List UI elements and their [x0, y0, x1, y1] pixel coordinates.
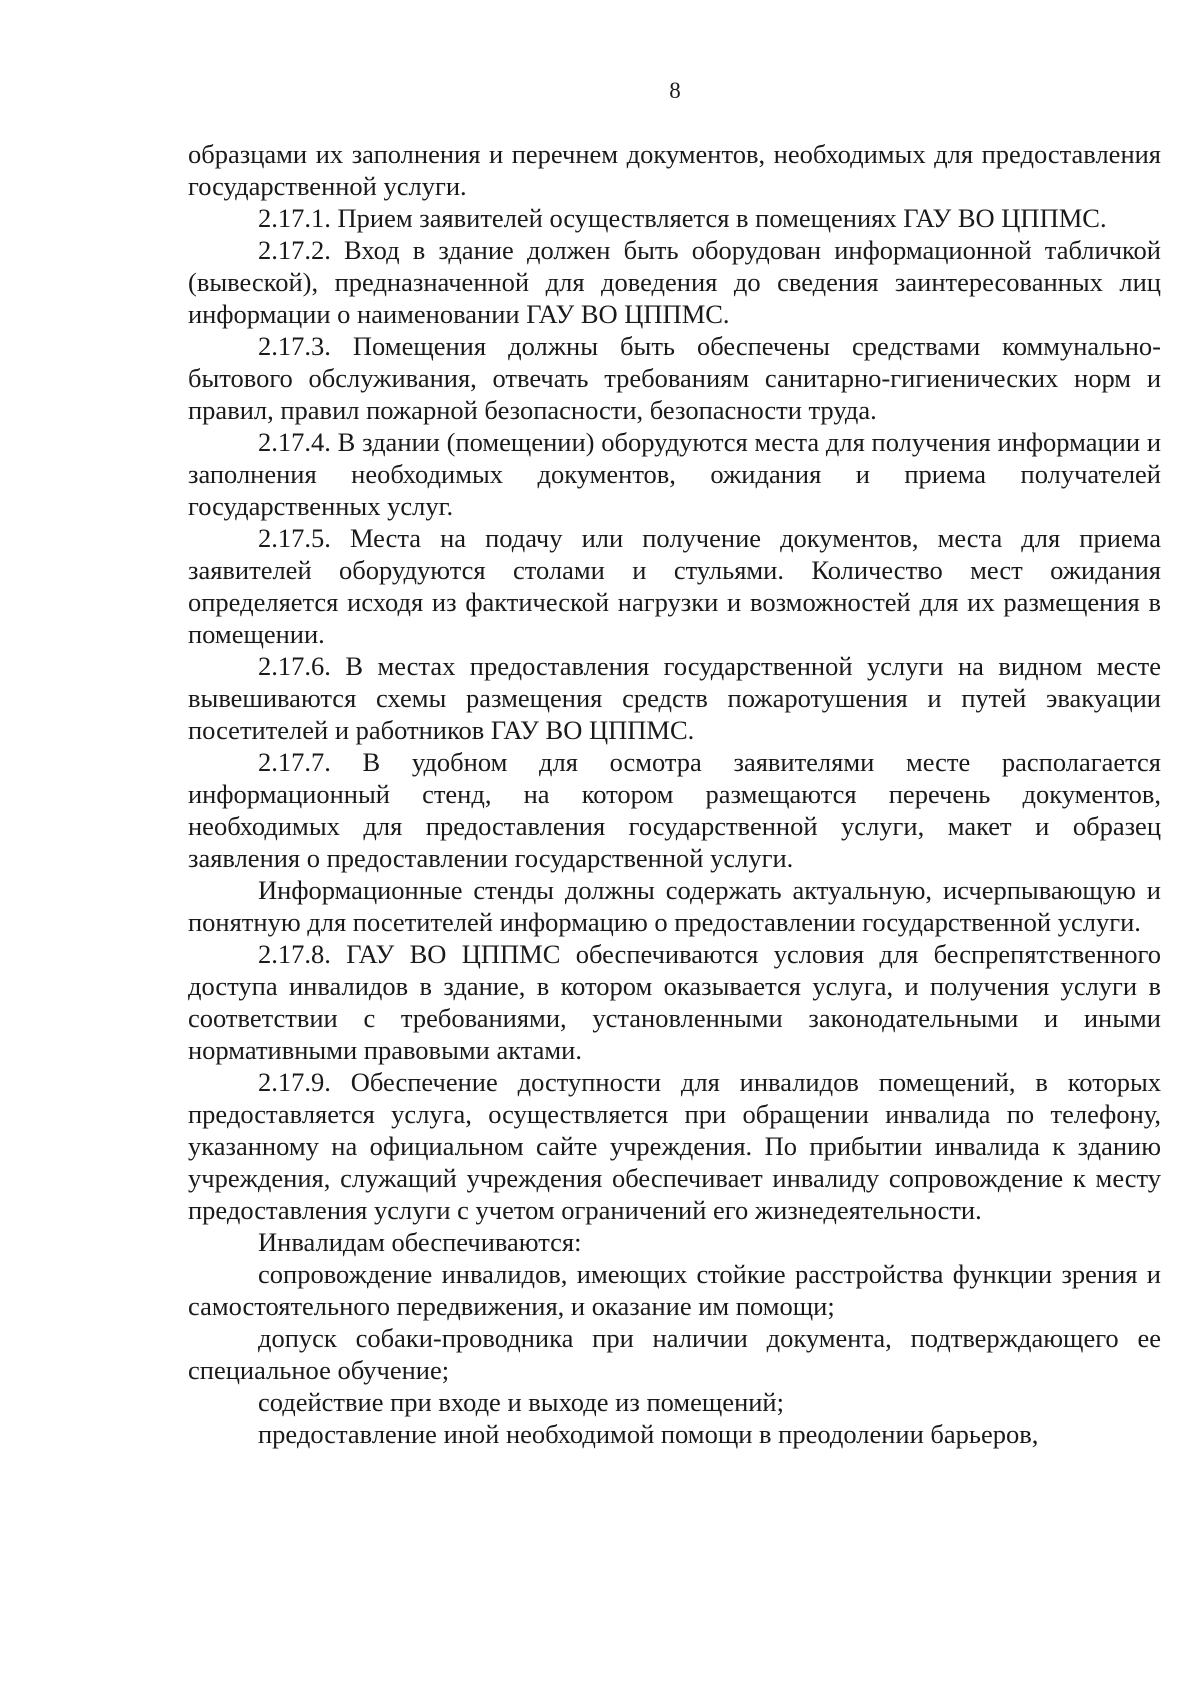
paragraph-2-17-6: 2.17.6. В местах предоставления государственной услуги на видном месте вывешиваются схемы размещения средств пожаротушения и путей эвакуации посетителей и работников ГАУ ВО ЦППМС.	[188, 651, 1161, 745]
paragraph-info-stands: Информационные стенды должны содержать актуальную, исчерпывающую и понятную для посетителей информацию о предоставлении государственной услуги.	[188, 875, 1161, 937]
paragraph-2-17-4: 2.17.4. В здании (помещении) оборудуются места для получения информации и заполнения необходимых документов, ожидания и приема получателей государственных услуг.	[188, 427, 1161, 521]
paragraph-2-17-5: 2.17.5. Места на подачу или получение документов, места для приема заявителей оборудуются столами и стульями. Количество мест ожидания определяется исходя из фактической нагрузки и возможностей для их размещения в помещении.	[188, 523, 1161, 649]
list-item-entry-exit: содействие при входе и выходе из помещений;	[258, 1387, 784, 1417]
paragraph-2-17-8: 2.17.8. ГАУ ВО ЦППМС обеспечиваются условия для беспрепятственного доступа инвалидов в здание, в котором оказывается услуга, и получения услуги в соответствии с требованиями, установленными законодательными и иными нормативными правовыми актами.	[188, 939, 1161, 1065]
paragraph-2-17-3: 2.17.3. Помещения должны быть обеспечены средствами коммунально-бытового обслуживания, отвечать требованиям санитарно-гигиенических норм и правил, правил пожарной безопасности, безопасности труда.	[188, 331, 1161, 425]
paragraph-2-17-2: 2.17.2. Вход в здание должен быть оборудован информационной табличкой (вывеской), предназначенной для доведения до сведения заинтересованных лиц информации о наименовании ГАУ ВО ЦППМС.	[188, 235, 1161, 329]
list-item-guide-dog: допуск собаки-проводника при наличии документа, подтверждающего ее специальное обучение;	[188, 1323, 1161, 1385]
paragraph-disabled-provided: Инвалидам обеспечиваются:	[258, 1227, 582, 1257]
paragraph-2-17-9: 2.17.9. Обеспечение доступности для инвалидов помещений, в которых предоставляется услуга, осуществляется при обращении инвалида по телефону, указанному на официальном сайте учреждения. По прибытии инвалида к зданию учреждения, служащий учреждения обеспечивает инвалиду сопровождение к месту предоставления услуги с учетом ограничений его жизнедеятельности.	[188, 1067, 1161, 1225]
list-item-escort: сопровождение инвалидов, имеющих стойкие расстройства функции зрения и самостоятельного передвижения, и оказание им помощи;	[188, 1259, 1161, 1321]
paragraph-2-17-7: 2.17.7. В удобном для осмотра заявителями месте располагается информационный стенд, на котором размещаются перечень документов, необходимых для предоставления государственной услуги, макет и образец заявления о предоставлении государственной услуги.	[188, 747, 1161, 873]
paragraph-continuation: образцами их заполнения и перечнем документов, необходимых для предоставления государственной услуги.	[188, 139, 1161, 201]
paragraph-2-17-1: 2.17.1. Прием заявителей осуществляется в помещениях ГАУ ВО ЦППМС.	[258, 203, 1107, 233]
list-item-other-help: предоставление иной необходимой помощи в преодолении барьеров,	[258, 1419, 1039, 1449]
document-body	[188, 138, 1161, 1450]
page-number: 8	[669, 78, 681, 103]
